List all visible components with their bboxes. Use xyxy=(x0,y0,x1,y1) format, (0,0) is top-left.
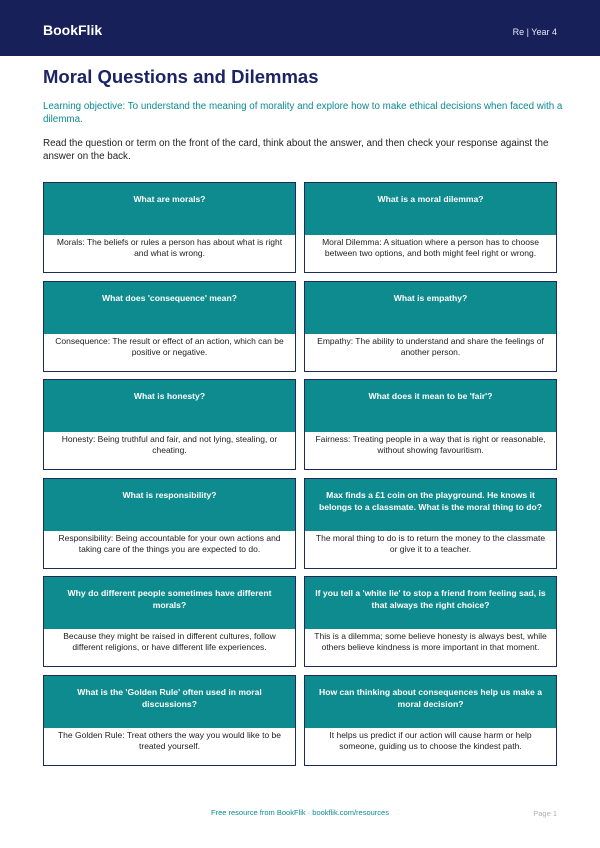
flashcard xyxy=(304,675,557,766)
card-answer: Responsibility: Being accountable for your own actions and taking care of the things you are expected to do. xyxy=(58,532,281,554)
flashcard xyxy=(304,478,557,569)
flashcard xyxy=(304,281,557,372)
card-answer: Moral Dilemma: A situation where a person has to choose between two options, and both might feel right or wrong. xyxy=(322,237,539,258)
card-answer: Honesty: Being truthful and fair, and not lying, stealing, or cheating. xyxy=(61,434,278,455)
flashcard xyxy=(43,281,296,372)
instructions-text: Read the question or term on the front of the card, think about the answer, and then check your response against the answer on the back. xyxy=(43,138,549,162)
card-answer: Consequence: The result or effect of an action, which can be positive or negative. xyxy=(55,335,284,357)
card-answer: Empathy: The ability to understand and share the feelings of another person. xyxy=(317,335,544,357)
brand-logo-text[interactable]: BookFlik xyxy=(43,22,103,38)
card-answer: The moral thing to do is to return the money to the classmate or give it to a teacher. xyxy=(315,532,546,554)
flashcard-grid xyxy=(43,182,557,766)
card-answer: The Golden Rule: Treat others the way you would like to be treated yourself. xyxy=(57,729,281,751)
learning-objective: Learning objective: To understand the meaning of morality and explore how to make ethical decisions when faced with a dilemma. xyxy=(43,101,563,125)
flashcard xyxy=(43,379,296,470)
flashcard xyxy=(43,182,296,273)
subject-year-label: Re | Year 4 xyxy=(512,27,557,37)
card-question: What is responsibility? xyxy=(44,479,295,531)
card-question: What are morals? xyxy=(44,183,295,235)
card-question: What is a moral dilemma? xyxy=(305,183,556,235)
card-question: What does it mean to be 'fair'? xyxy=(305,380,556,432)
card-answer: Morals: The beliefs or rules a person has about what is right and what is wrong. xyxy=(56,237,283,258)
card-answer: This is a dilemma; some believe honesty is always best, while others believe kindness is more important in that moment. xyxy=(314,631,547,652)
flashcard xyxy=(43,478,296,569)
card-question: If you tell a 'white lie' to stop a friend from feeling sad, is that always the right choice? xyxy=(305,577,556,629)
card-question: What does 'consequence' mean? xyxy=(44,282,295,334)
card-answer: Fairness: Treating people in a way that is right or reasonable, without showing favouritism. xyxy=(315,434,546,455)
card-question: What is honesty? xyxy=(44,380,295,432)
page-number: Page 1 xyxy=(533,809,557,818)
page-title: Moral Questions and Dilemmas xyxy=(43,66,319,87)
card-answer: It helps us predict if our action will cause harm or help someone, guiding us to choose the kindest path. xyxy=(329,729,532,751)
card-question: How can thinking about consequences help us make a moral decision? xyxy=(305,676,556,728)
flashcard xyxy=(43,675,296,766)
card-question: What is the 'Golden Rule' often used in moral discussions? xyxy=(44,676,295,728)
flashcard xyxy=(304,182,557,273)
card-question: What is empathy? xyxy=(305,282,556,334)
card-question: Why do different people sometimes have different morals? xyxy=(44,577,295,629)
footer-resource-link[interactable]: Free resource from BookFlik · bookflik.com/resources xyxy=(211,808,389,817)
flashcard xyxy=(304,379,557,470)
card-answer: Because they might be raised in different cultures, follow different religions, or have different life experiences. xyxy=(63,631,276,652)
card-question: Max finds a £1 coin on the playground. He knows it belongs to a classmate. What is the moral thing to do? xyxy=(305,479,556,531)
flashcard xyxy=(304,576,557,667)
page-header xyxy=(0,0,600,56)
flashcard xyxy=(43,576,296,667)
